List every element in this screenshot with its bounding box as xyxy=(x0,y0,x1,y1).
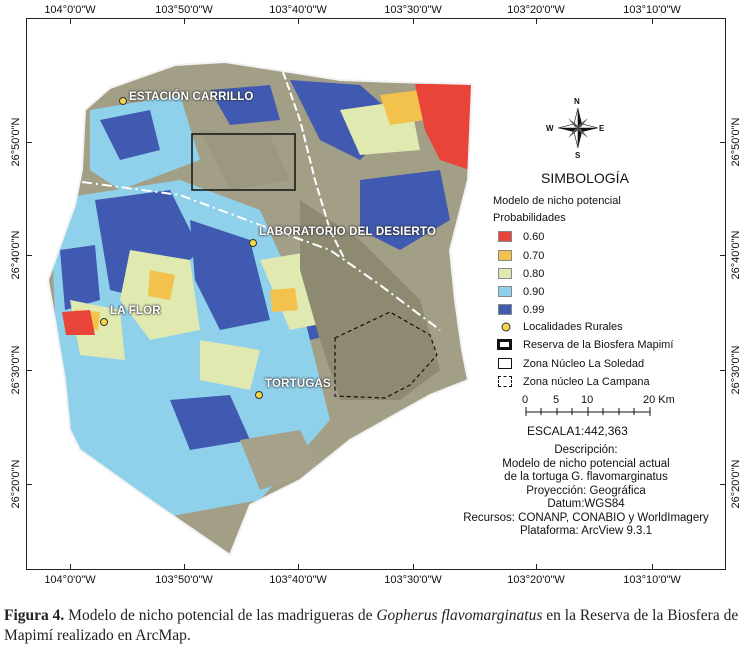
lon-label-top: 103°40'0"W xyxy=(269,4,327,16)
lat-label-left: 26°30'0"N xyxy=(10,345,22,395)
map-description xyxy=(448,444,724,539)
desc-line: Proyección: Geográfica xyxy=(526,484,646,497)
place-label-tortugas: TORTUGAS xyxy=(265,378,331,390)
lon-label-bottom: 103°40'0"W xyxy=(269,574,327,586)
scale-text: ESCALA1:442,363 xyxy=(527,424,628,438)
desc-line: Modelo de nicho potencial actual xyxy=(502,457,670,470)
scale-tick-label: 10 xyxy=(581,394,594,406)
lat-label-left: 26°20'0"N xyxy=(10,459,22,509)
desc-line: Datum:WGS84 xyxy=(547,498,625,510)
lon-label-bottom: 104°0'0"W xyxy=(44,574,96,586)
legend-swatch-070 xyxy=(498,250,512,261)
legend-swatch-090 xyxy=(498,286,512,297)
caption-text: en la Reserva de la Biosfera de Mapimí realizado en ArcMap. xyxy=(4,607,739,644)
lon-label-top: 103°50'0"W xyxy=(155,4,213,16)
lon-label-bottom: 103°20'0"W xyxy=(507,574,565,586)
caption-text: Modelo de nicho potencial de las madrigueras de xyxy=(68,607,373,624)
legend-value: 0.60 xyxy=(523,231,545,243)
locality-marker xyxy=(250,240,257,247)
legend-value: 0.70 xyxy=(523,250,545,262)
legend-value: 0.99 xyxy=(523,304,545,316)
scale-tick-label: 5 xyxy=(553,394,560,406)
locality-marker xyxy=(120,98,127,105)
scale-tick-label: 20 Km xyxy=(643,394,675,406)
lat-label-right: 26°40'0"N xyxy=(730,230,742,280)
lon-label-bottom: 103°10'0"W xyxy=(623,574,681,586)
legend-swatch-060 xyxy=(498,231,512,242)
legend-locality-icon xyxy=(499,320,513,334)
compass-n: N xyxy=(574,97,580,106)
desc-line: Plataforma: ArcView 9.3.1 xyxy=(519,525,653,537)
lon-label-top: 103°10'0"W xyxy=(623,4,681,16)
legend-model-label: Modelo de nicho potencial xyxy=(493,195,621,207)
caption-figure-number: Figura 4. xyxy=(4,607,65,624)
legend-reserva: Reserva de la Biosfera Mapimí xyxy=(523,339,674,351)
compass-rose xyxy=(558,108,598,148)
legend-soledad: Zona Núcleo La Soledad xyxy=(523,358,645,370)
lat-label-left: 26°40'0"N xyxy=(10,230,22,280)
legend-swatch-080 xyxy=(498,268,512,279)
lat-label-left: 26°50'0"N xyxy=(10,117,22,167)
legend-reserve-icon xyxy=(497,339,512,350)
lon-label-top: 103°20'0"W xyxy=(507,4,565,16)
lat-label-right: 26°30'0"N xyxy=(730,345,742,395)
lat-label-right: 26°20'0"N xyxy=(730,459,742,509)
place-label-laflor: LA FLOR xyxy=(110,305,161,317)
legend-campana: Zona núcleo La Campana xyxy=(523,376,650,388)
legend-title: SIMBOLOGÍA xyxy=(541,170,629,186)
legend-campana-icon xyxy=(498,376,512,387)
lon-label-top: 103°30'0"W xyxy=(384,4,442,16)
lon-label-bottom: 103°30'0"W xyxy=(384,574,442,586)
legend-value: 0.90 xyxy=(523,286,545,298)
legend-prob-label: Probabilidades xyxy=(493,212,566,224)
legend-swatch-099 xyxy=(498,304,512,315)
scale-bar xyxy=(526,407,650,416)
desc-heading: Descripción: xyxy=(554,444,618,456)
desc-line: de la tortuga G. flavomarginatus xyxy=(504,471,668,483)
compass-e: E xyxy=(599,124,605,133)
legend-value: 0.80 xyxy=(523,268,545,280)
locality-marker xyxy=(101,319,108,326)
figure-caption xyxy=(4,606,744,646)
compass-s: S xyxy=(575,151,581,160)
place-label-estacion: ESTACIÓN CARRILLO xyxy=(129,91,254,103)
compass-w: W xyxy=(546,124,554,133)
lat-label-right: 26°50'0"N xyxy=(730,117,742,167)
lon-label-bottom: 103°50'0"W xyxy=(155,574,213,586)
scale-tick-label: 0 xyxy=(522,394,529,406)
place-label-laboratorio: LABORATORIO DEL DESIERTO xyxy=(259,226,437,238)
legend-localidades: Localidades Rurales xyxy=(523,321,623,333)
legend-soledad-icon xyxy=(498,358,512,369)
caption-species: Gopherus flavomarginatus xyxy=(376,607,543,624)
locality-marker xyxy=(256,392,263,399)
lon-label-top: 104°0'0"W xyxy=(44,4,96,16)
desc-line: Recursos: CONANP, CONABIO y WorldImagery xyxy=(463,511,709,524)
